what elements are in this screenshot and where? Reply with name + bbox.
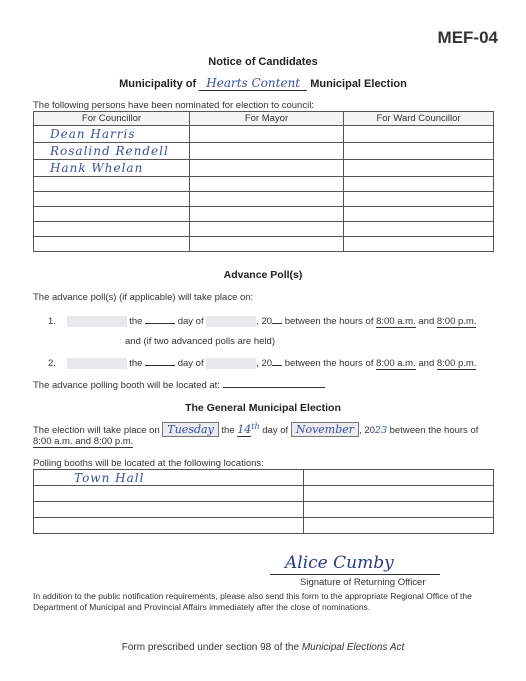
footer: Form prescribed under section 98 of the Municipal Elections Act: [121, 642, 405, 653]
second-poll-note: and (if two advanced polls are held): [125, 336, 275, 347]
municipality-suffix: Municipal Election: [310, 78, 407, 90]
general-election-line: The election will take place on Tuesday the 14th day of November , 2023 between the hours of: [33, 422, 479, 437]
header-councillor: For Councillor: [34, 112, 190, 126]
booth-1: Town Hall: [34, 470, 304, 486]
advance-poll-title: Advance Poll(s): [223, 269, 303, 281]
general-time-range: 8:00 a.m. and 8:00 p.m.: [33, 436, 134, 447]
nomination-intro: The following persons have been nominated for election to council:: [33, 100, 314, 111]
general-election-title: The General Municipal Election: [185, 402, 341, 414]
signature-line: [270, 574, 440, 575]
header-ward-councillor: For Ward Councillor: [344, 112, 494, 126]
election-month: November: [291, 422, 359, 437]
booth-intro: Polling booths will be located at the following locations:: [33, 458, 264, 469]
council-table: [33, 111, 494, 252]
councillor-3: Hank Whelan: [34, 160, 190, 177]
submission-notice: In addition to the public notification requirements, please also send this form to the appropriate Regional Office of the Department of Municipal and Provincial Affairs immediately after the close of nominations.: [33, 591, 472, 612]
election-weekday: Tuesday: [162, 422, 218, 437]
municipality-name: Hearts Content: [199, 76, 307, 91]
form-id: MEF-04: [437, 28, 498, 47]
advance-booth-line: The advance polling booth will be located at:: [33, 380, 325, 391]
booth-table: [33, 469, 494, 534]
signature-label: Signature of Returning Officer: [300, 577, 426, 588]
election-year: 23: [374, 425, 387, 437]
header-mayor: For Mayor: [190, 112, 344, 126]
councillor-1: Dean Harris: [34, 126, 190, 143]
form-title: Notice of Candidates: [208, 56, 318, 68]
municipality-prefix: Municipality of: [119, 78, 197, 90]
advance-poll-row-2: 2. the day of , 20 between the hours of 8:00 a.m. and 8:00 p.m.: [48, 358, 477, 370]
municipality-line: [0, 76, 526, 91]
councillor-2: Rosalind Rendell: [34, 143, 190, 160]
advance-poll-intro: The advance poll(s) (if applicable) will take place on:: [33, 292, 254, 303]
election-day: 14: [237, 423, 252, 437]
signature-handwriting: Alice Cumby: [285, 553, 394, 573]
advance-poll-row-1: 1. the day of , 20 between the hours of 8:00 a.m. and 8:00 p.m.: [48, 316, 477, 328]
